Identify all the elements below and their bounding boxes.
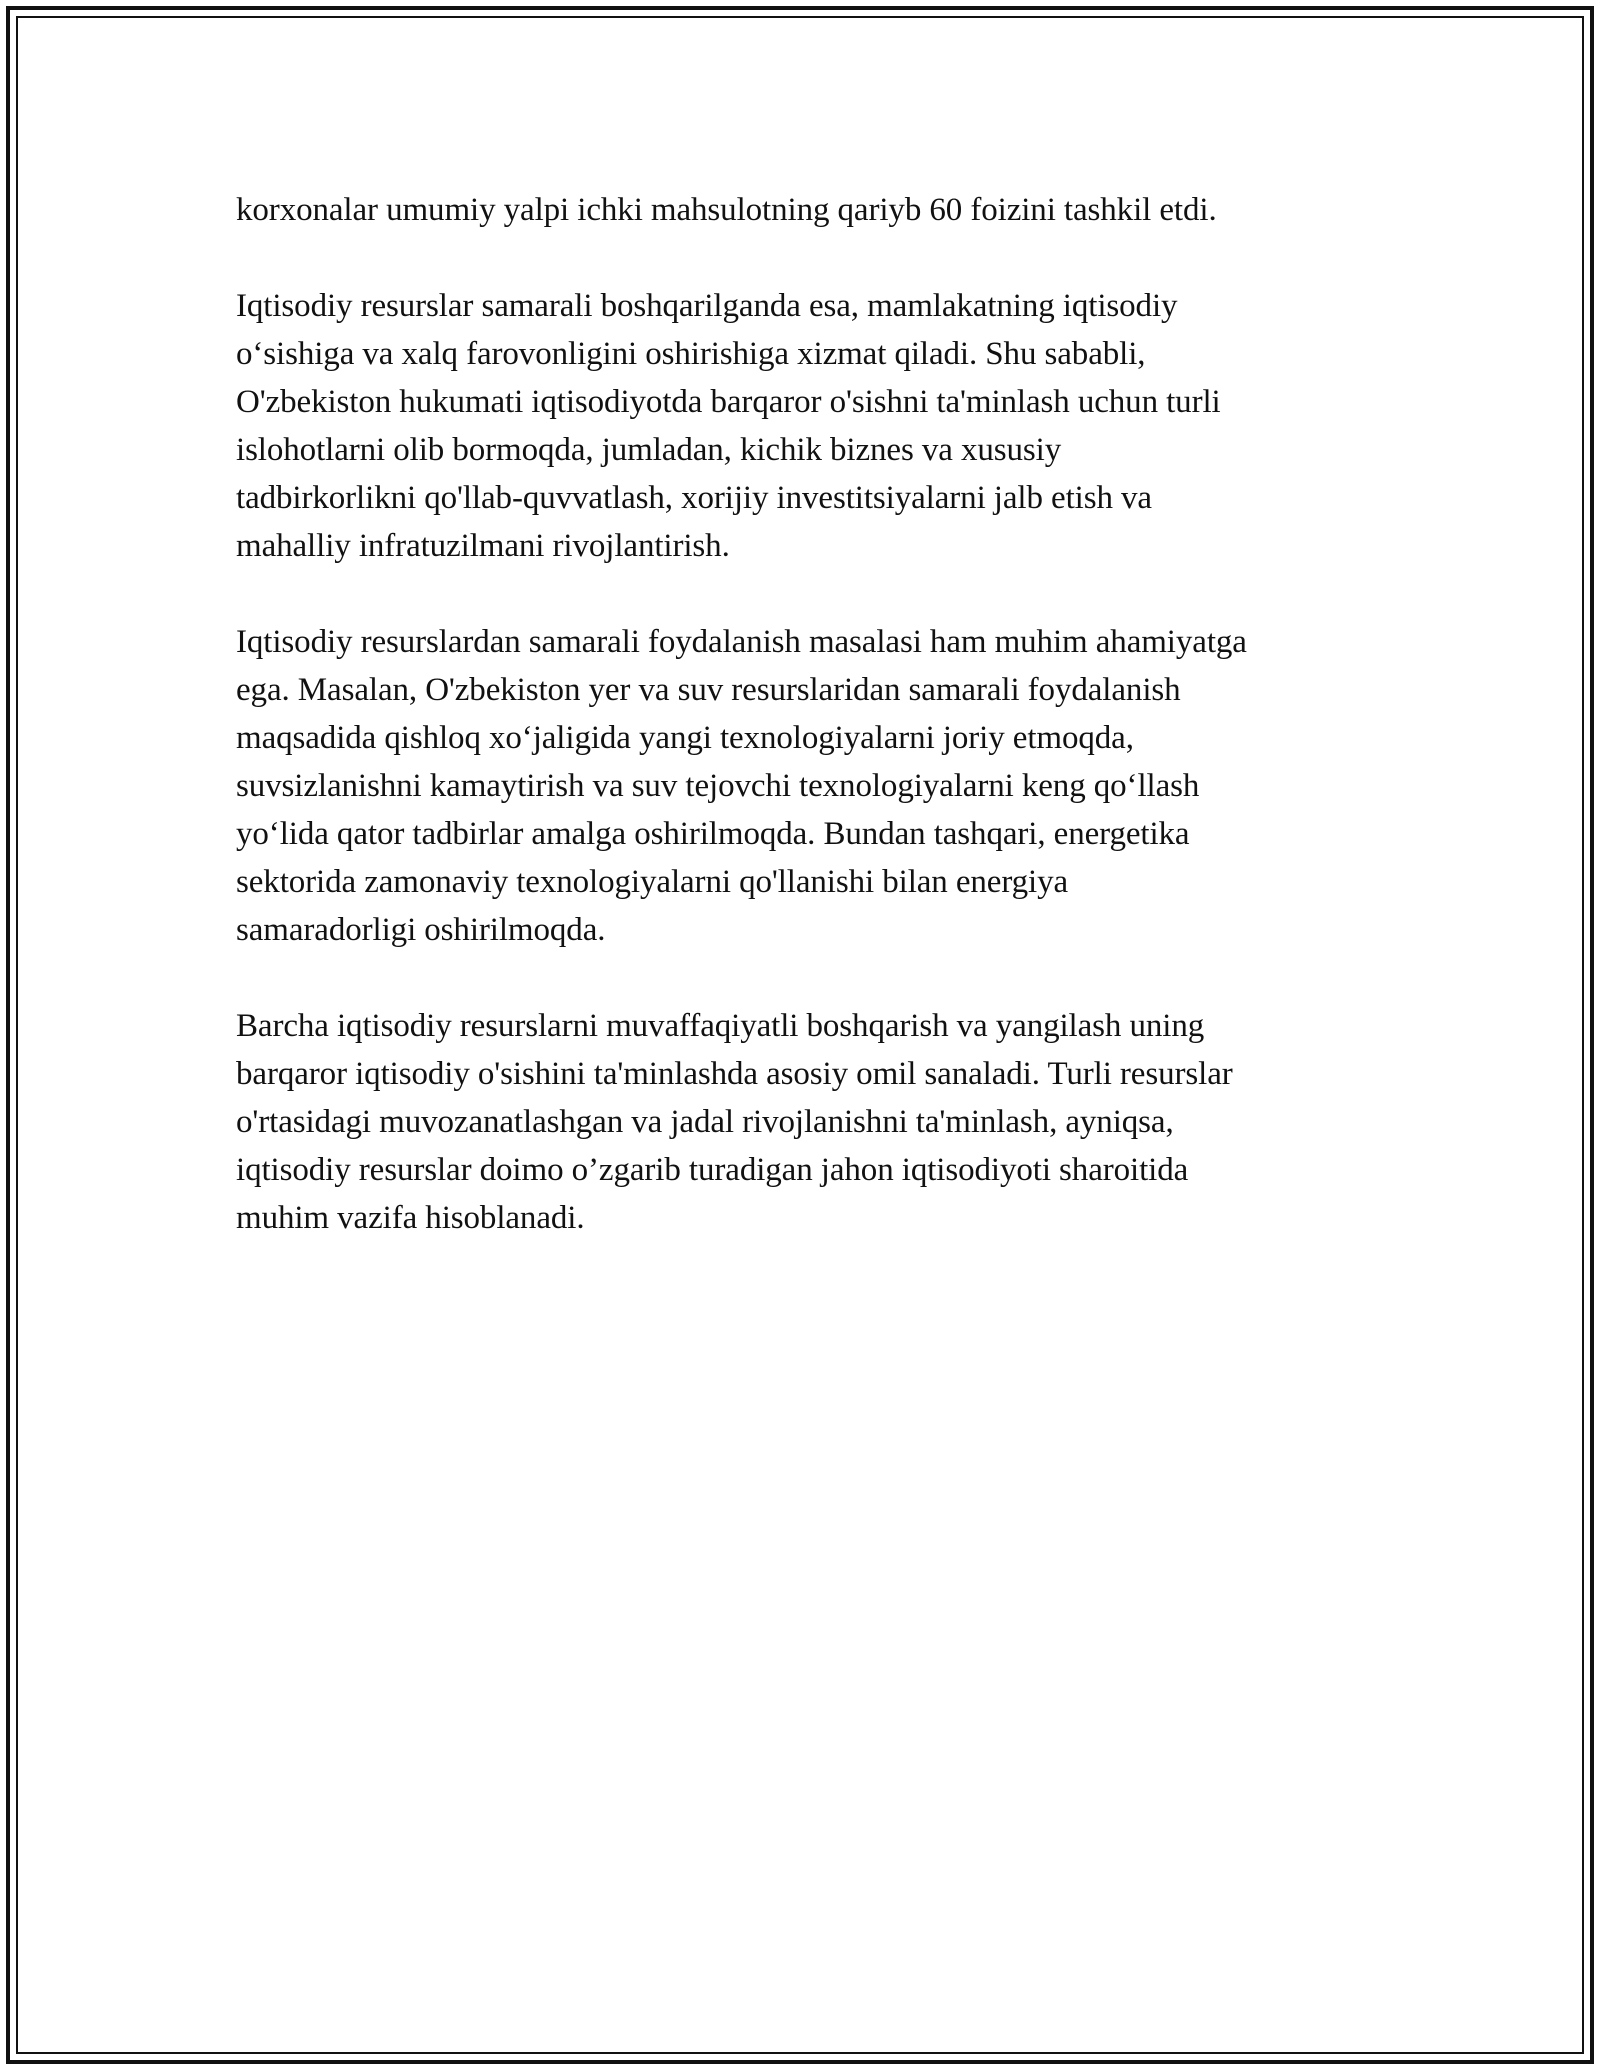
text-line: o'rtasidagi muvozanatlashgan va jadal rivojlanishni ta'minlash, ayniqsa,	[236, 1104, 1174, 1140]
document-body	[236, 186, 1396, 1290]
text-line: o‘sishiga va xalq farovonligini oshirishiga xizmat qiladi. Shu sababli,	[236, 336, 1146, 372]
text-line: barqaror iqtisodiy o'sishini ta'minlashda asosiy omil sanaladi. Turli resurslar	[236, 1056, 1233, 1092]
text-line: korxonalar umumiy yalpi ichki mahsulotning qariyb 60 foizini tashkil etdi.	[236, 192, 1217, 228]
paragraph-3	[236, 618, 1396, 954]
text-line: Barcha iqtisodiy resurslarni muvaffaqiyatli boshqarish va yangilash uning	[236, 1008, 1205, 1044]
text-line: sektorida zamonaviy texnologiyalarni qo'llanishi bilan energiya	[236, 864, 1069, 900]
text-line: iqtisodiy resurslar doimo o’zgarib turadigan jahon iqtisodiyoti sharoitida	[236, 1152, 1189, 1188]
text-line: Iqtisodiy resurslar samarali boshqarilganda esa, mamlakatning iqtisodiy	[236, 288, 1178, 324]
text-line: muhim vazifa hisoblanadi.	[236, 1200, 585, 1236]
text-line: ega. Masalan, O'zbekiston yer va suv resurslaridan samarali foydalanish	[236, 672, 1181, 708]
paragraph-4	[236, 1002, 1396, 1242]
text-line: islohotlarni olib bormoqda, jumladan, kichik biznes va xususiy	[236, 432, 1062, 468]
text-line: samaradorligi oshirilmoqda.	[236, 912, 606, 948]
paragraph-1	[236, 186, 1396, 234]
text-line: mahalliy infratuzilmani rivojlantirish.	[236, 528, 730, 564]
text-line: suvsizlanishni kamaytirish va suv tejovchi texnologiyalarni keng qo‘llash	[236, 768, 1200, 804]
text-line: O'zbekiston hukumati iqtisodiyotda barqaror o'sishni ta'minlash uchun turli	[236, 384, 1221, 420]
text-line: tadbirkorlikni qo'llab-quvvatlash, xorijiy investitsiyalarni jalb etish va	[236, 480, 1152, 516]
text-line: Iqtisodiy resurslardan samarali foydalanish masalasi ham muhim ahamiyatga	[236, 624, 1247, 660]
paragraph-2	[236, 282, 1396, 570]
text-line: yo‘lida qator tadbirlar amalga oshirilmoqda. Bundan tashqari, energetika	[236, 816, 1190, 852]
text-line: maqsadida qishloq xo‘jaligida yangi texnologiyalarni joriy etmoqda,	[236, 720, 1134, 756]
